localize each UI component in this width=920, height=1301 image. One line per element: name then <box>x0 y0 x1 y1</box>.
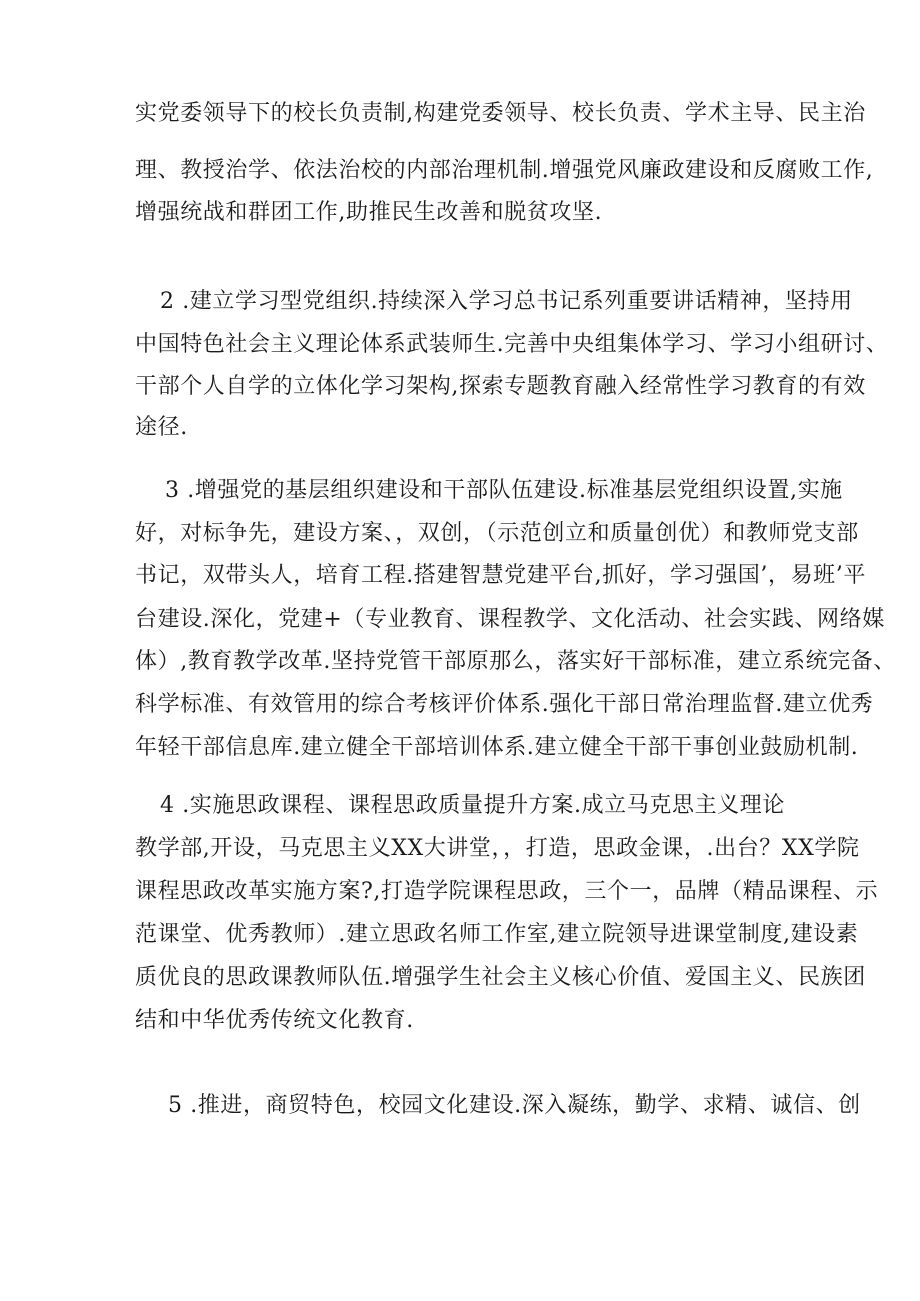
text-line: 干部个人自学的立体化学习架构,探索专题教育融入经常性学习教育的有效 <box>135 374 866 399</box>
text-line: 台建设.深化，党建+（专业教育、课程教学、文化活动、社会实践、网络媒 <box>135 607 885 632</box>
text-line: 质优良的思政课教师队伍.增强学生社会主义核心价值、爱国主义、民族团 <box>135 965 866 990</box>
text-line: 途径. <box>135 415 188 440</box>
text-line: 书记，双带头人，培育工程.搭建智慧党建平台,抓好，学习强国’，易班’平 <box>135 563 866 588</box>
text-line: 科学标准、有效管用的综合考核评价体系.强化干部日常治理监督.建立优秀 <box>135 692 874 717</box>
text-line: 2 .建立学习型党组织.持续深入学习总书记系列重要讲话精神，坚持用 <box>160 289 853 314</box>
text-line: 增强统战和群团工作,助推民生改善和脱贫攻坚. <box>135 200 603 225</box>
text-line: 结和中华优秀传统文化教育. <box>135 1008 414 1033</box>
text-line: 教学部,开设，马克思主义XX大讲堂，，打造，思政金课，.出台？XX学院 <box>135 836 860 861</box>
text-line: 3 .增强党的基层组织建设和干部队伍建设.标准基层党组织设置,实施 <box>165 478 843 503</box>
text-line: 课程思政改革实施方案?,打造学院课程思政，三个一，品牌（精品课程、示 <box>135 879 879 904</box>
text-line: 范课堂、优秀教师）.建立思政名师工作室,建立院领导进课堂制度,建设素 <box>135 922 859 947</box>
text-line: 年轻干部信息库.建立健全干部培训体系.建立健全干部干事创业鼓励机制. <box>135 735 859 760</box>
text-line: 理、教授治学、依法治校的内部治理机制.增强党风廉政建设和反腐败工作, <box>135 158 874 183</box>
text-line: 实党委领导下的校长负责制,构建党委领导、校长负责、学术主导、民主治 <box>135 101 866 126</box>
text-line: 4 .实施思政课程、课程思政质量提升方案.成立马克思主义理论 <box>160 793 785 818</box>
text-line: 体）,教育教学改革.坚持党管干部原那么，落实好干部标准，建立系统完备、 <box>135 649 896 674</box>
text-line: 中国特色社会主义理论体系武装师生.完善中央组集体学习、学习小组研讨、 <box>135 332 889 357</box>
text-line: 5 .推进，商贸特色，校园文化建设.深入凝练，勤学、求精、诚信、创 <box>168 1093 861 1118</box>
text-line: 好，对标争先，建设方案、，双创，（示范创立和质量创优）和教师党支部 <box>135 521 859 546</box>
